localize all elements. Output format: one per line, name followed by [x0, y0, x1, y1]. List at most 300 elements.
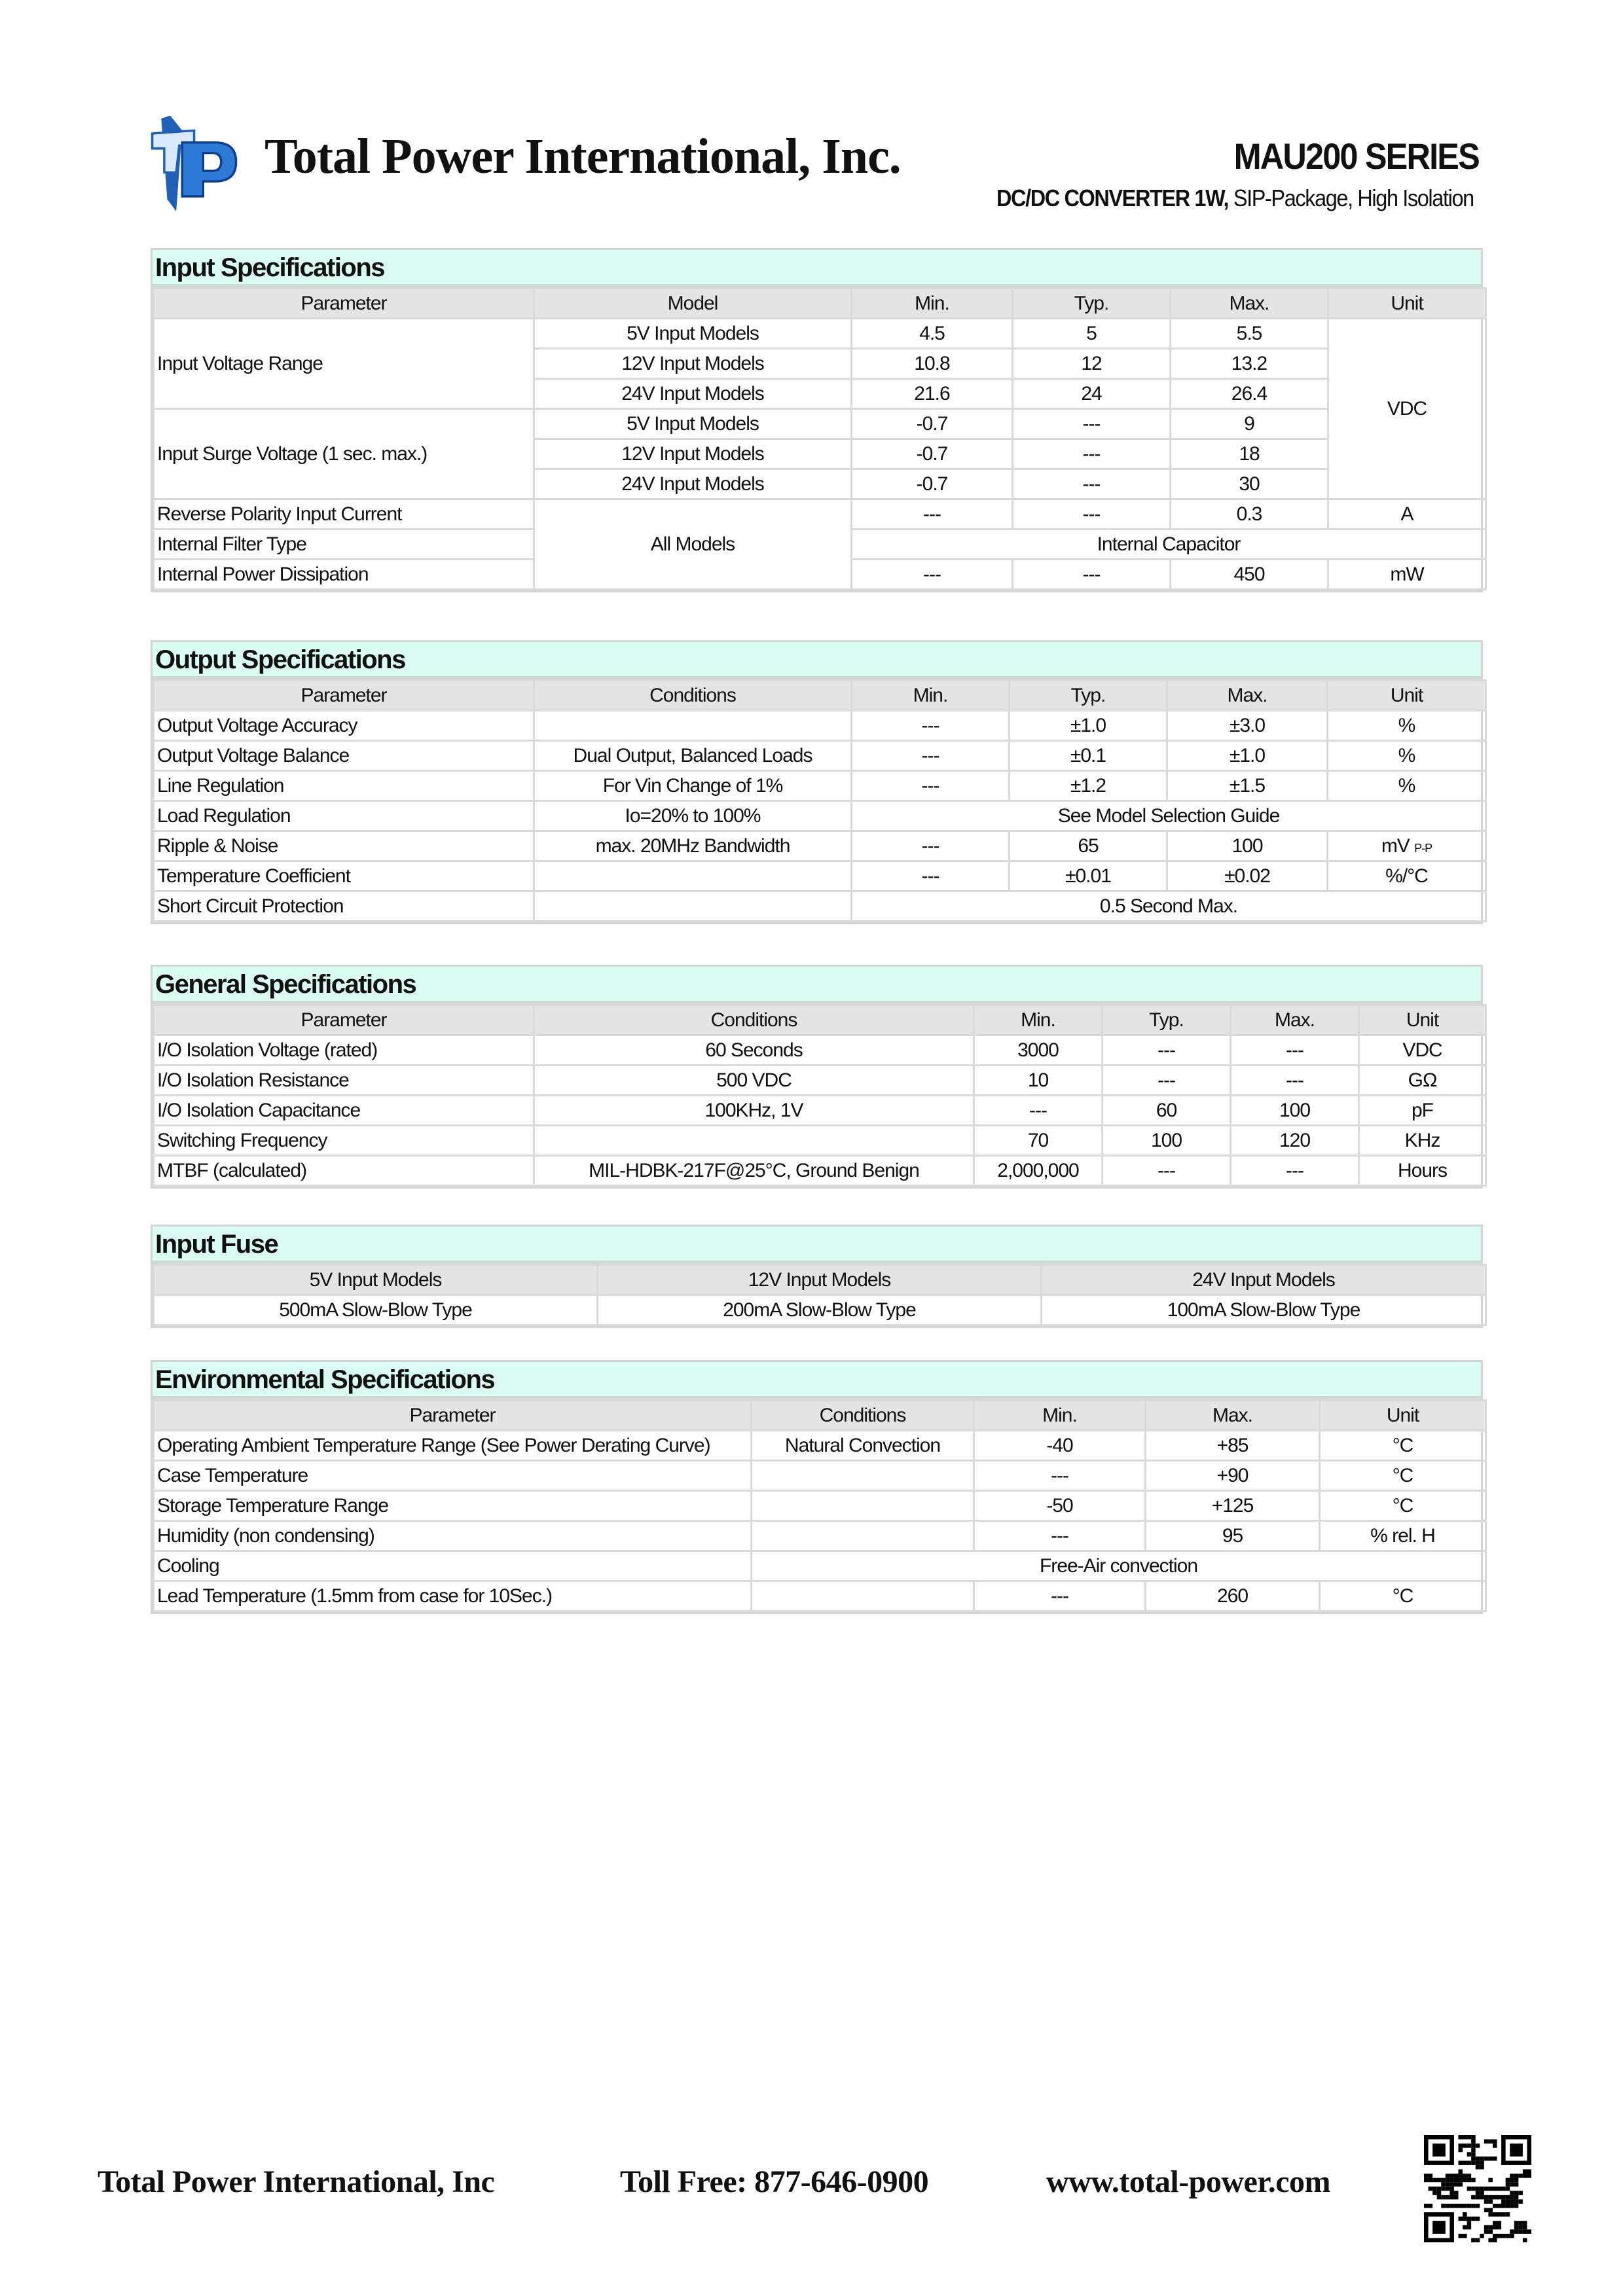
qr-module [1463, 2161, 1467, 2165]
qr-module [1518, 2199, 1523, 2204]
value-cell: % rel. H [1320, 1521, 1486, 1551]
qr-module [1488, 2229, 1493, 2234]
table-row [154, 1551, 1486, 1581]
qr-module [1488, 2208, 1493, 2213]
qr-module [1514, 2195, 1519, 2200]
qr-module [1432, 2191, 1437, 2195]
qr-module [1476, 2195, 1480, 2200]
qr-module [1467, 2152, 1472, 2157]
value-cell: +85 [1146, 1431, 1320, 1461]
qr-module [1527, 2174, 1531, 2178]
parameter-cell: Humidity (non condensing) [154, 1521, 752, 1551]
value-cell: mW [1328, 560, 1486, 590]
value-cell [534, 861, 852, 891]
parameter-cell: Load Regulation [154, 801, 534, 831]
qr-module [1471, 2144, 1476, 2148]
column-header: Unit [1328, 289, 1486, 319]
column-header: Conditions [752, 1401, 974, 1431]
section-title: Input Specifications [153, 250, 1481, 287]
qr-module [1510, 2191, 1514, 2195]
value-cell: 5V Input Models [534, 319, 852, 349]
parameter-cell: Line Regulation [154, 771, 534, 801]
qr-module [1518, 2229, 1523, 2234]
qr-module [1471, 2187, 1476, 2191]
parameter-cell: Switching Frequency [154, 1126, 534, 1156]
qr-module [1446, 2178, 1450, 2183]
parameter-cell: Lead Temperature (1.5mm from case for 10Sec.) [154, 1581, 752, 1611]
value-cell: 5V Input Models [534, 409, 852, 439]
company-name: Total Power International, Inc. [264, 129, 901, 184]
cell-text: mV [1381, 834, 1410, 857]
column-header: 12V Input Models [598, 1265, 1042, 1295]
qr-module [1501, 2234, 1506, 2238]
product-series: MAU200 SERIES [1233, 135, 1479, 177]
qr-module [1523, 2225, 1527, 2230]
qr-module [1488, 2157, 1493, 2161]
qr-module [1488, 2238, 1493, 2242]
value-cell: 100 [1103, 1126, 1231, 1156]
qr-module [1454, 2178, 1459, 2183]
qr-module [1429, 2204, 1433, 2208]
value-cell: +90 [1146, 1461, 1320, 1491]
qr-module [1493, 2187, 1497, 2191]
qr-module [1493, 2195, 1497, 2200]
qr-module [1506, 2182, 1510, 2187]
qr-module [1510, 2174, 1514, 2178]
qr-module [1480, 2161, 1484, 2165]
qr-module [1488, 2225, 1493, 2230]
qr-module [1476, 2191, 1480, 2195]
qr-module [1424, 2204, 1429, 2208]
value-cell: 100 [1231, 1096, 1359, 1126]
qr-module [1441, 2187, 1446, 2191]
value-cell: ±0.01 [1010, 861, 1167, 891]
parameter-cell: Temperature Coefficient [154, 861, 534, 891]
qr-module [1493, 2238, 1497, 2242]
section-title: Input Fuse [153, 1227, 1481, 1264]
table-row [154, 1581, 1486, 1611]
column-header: Typ. [1103, 1005, 1231, 1035]
qr-module [1476, 2187, 1480, 2191]
value-cell: VDC [1359, 1035, 1486, 1066]
qr-module [1510, 2195, 1514, 2200]
qr-module [1467, 2135, 1472, 2140]
table-row [154, 711, 1486, 741]
qr-module [1510, 2229, 1514, 2234]
value-cell [1328, 319, 1486, 499]
value-cell: °C [1320, 1461, 1486, 1491]
footer-website: www.total-power.com [1046, 2164, 1330, 2199]
qr-module [1497, 2195, 1502, 2200]
parameter-cell: Cooling [154, 1551, 752, 1581]
column-header: Parameter [154, 289, 534, 319]
qr-module [1463, 2144, 1467, 2148]
qr-module [1493, 2157, 1497, 2161]
column-header: Parameter [154, 1401, 752, 1431]
value-cell: --- [974, 1096, 1103, 1126]
parameter-cell: Internal Filter Type [154, 529, 534, 560]
value-cell: 100KHz, 1V [534, 1096, 974, 1126]
value-cell: %/°C [1328, 861, 1486, 891]
header-row [154, 1401, 1486, 1431]
header-row [154, 681, 1486, 711]
value-cell: MIL-HDBK-217F@25°C, Ground Benign [534, 1156, 974, 1186]
table-row [154, 771, 1486, 801]
qr-module [1441, 2182, 1446, 2187]
value-cell [752, 1521, 974, 1551]
parameter-cell: Case Temperature [154, 1461, 752, 1491]
qr-module [1480, 2157, 1484, 2161]
table-row [154, 891, 1486, 922]
table-row [154, 831, 1486, 861]
qr-module [1476, 2144, 1480, 2148]
qr-module [1450, 2174, 1454, 2178]
value-cell: 500mA Slow-Blow Type [154, 1295, 598, 1325]
qr-module [1432, 2144, 1446, 2157]
qr-module [1429, 2178, 1433, 2183]
table-row [154, 861, 1486, 891]
qr-module [1471, 2135, 1476, 2140]
qr-module [1488, 2178, 1493, 2183]
column-header: Typ. [1013, 289, 1171, 319]
qr-module [1493, 2221, 1497, 2225]
value-cell: 24 [1013, 379, 1171, 409]
qr-module [1510, 2199, 1514, 2204]
qr-module [1471, 2238, 1476, 2242]
qr-module [1467, 2144, 1472, 2148]
qr-module [1476, 2165, 1480, 2170]
column-header: Unit [1320, 1401, 1486, 1431]
fuse-specifications-table [151, 1225, 1483, 1328]
qr-module [1484, 2225, 1489, 2230]
qr-module [1463, 2178, 1467, 2183]
column-header: Typ. [1010, 681, 1167, 711]
value-cell: ±1.5 [1167, 771, 1328, 801]
value-cell [1328, 831, 1486, 861]
qr-module [1446, 2195, 1450, 2200]
qr-module [1471, 2157, 1476, 2161]
qr-module [1497, 2225, 1502, 2230]
value-cell: --- [852, 831, 1010, 861]
qr-module [1506, 2212, 1510, 2217]
qr-module [1497, 2212, 1502, 2217]
value-cell: 18 [1171, 439, 1328, 469]
table-row [154, 1096, 1486, 1126]
value-cell: 5 [1013, 319, 1171, 349]
qr-module [1510, 2234, 1514, 2238]
qr-module [1523, 2221, 1527, 2225]
qr-module [1458, 2161, 1463, 2165]
qr-module [1471, 2152, 1476, 2157]
qr-module [1458, 2135, 1463, 2140]
qr-module [1458, 2234, 1463, 2238]
qr-module [1523, 2169, 1527, 2174]
value-cell: 12V Input Models [534, 349, 852, 379]
qr-module [1454, 2204, 1459, 2208]
parameter-cell: Short Circuit Protection [154, 891, 534, 922]
qr-module [1458, 2174, 1463, 2178]
qr-module [1432, 2187, 1437, 2191]
qr-module [1454, 2191, 1459, 2195]
qr-module [1514, 2174, 1519, 2178]
qr-module [1476, 2217, 1480, 2221]
value-cell: GΩ [1359, 1066, 1486, 1096]
value-cell: --- [852, 560, 1013, 590]
column-header: Parameter [154, 1005, 534, 1035]
value-cell: 4.5 [852, 319, 1013, 349]
subtitle-rest: SIP-Package, High Isolation [1228, 185, 1474, 211]
parameter-cell: I/O Isolation Capacitance [154, 1096, 534, 1126]
qr-module [1446, 2204, 1450, 2208]
header-row [154, 1005, 1486, 1035]
qr-module [1432, 2178, 1437, 2183]
cell-text: See Model Selection Guide [1057, 804, 1280, 827]
qr-module [1480, 2191, 1484, 2195]
table-row [154, 1126, 1486, 1156]
column-header: 5V Input Models [154, 1265, 598, 1295]
table-row [154, 1156, 1486, 1186]
value-cell: --- [1013, 439, 1171, 469]
value-cell: 3000 [974, 1035, 1103, 1066]
value-cell: --- [1013, 560, 1171, 590]
header-row [154, 289, 1486, 319]
qr-module [1488, 2212, 1493, 2217]
footer-phone: Toll Free: 877-646-0900 [620, 2164, 929, 2199]
qr-module [1480, 2234, 1484, 2238]
qr-module [1467, 2221, 1472, 2225]
qr-module [1450, 2187, 1454, 2191]
qr-module [1467, 2178, 1472, 2183]
value-cell: % [1328, 771, 1486, 801]
input-specifications-table [151, 248, 1483, 592]
qr-module [1514, 2178, 1519, 2183]
qr-module [1458, 2217, 1463, 2221]
value-cell: ±3.0 [1167, 711, 1328, 741]
value-cell: --- [974, 1461, 1146, 1491]
qr-module [1510, 2204, 1514, 2208]
qr-module [1450, 2182, 1454, 2187]
qr-module [1476, 2161, 1480, 2165]
parameter-cell: Internal Power Dissipation [154, 560, 534, 590]
qr-module [1446, 2187, 1450, 2191]
value-cell: °C [1320, 1581, 1486, 1611]
qr-module [1471, 2195, 1476, 2200]
value-cell: max. 20MHz Bandwidth [534, 831, 852, 861]
qr-module [1458, 2148, 1463, 2153]
qr-module [1488, 2140, 1493, 2144]
qr-code [1424, 2135, 1531, 2242]
qr-module [1527, 2229, 1531, 2234]
qr-module [1480, 2195, 1484, 2200]
value-cell: --- [1231, 1035, 1359, 1066]
table-row [154, 1461, 1486, 1491]
cell-text: All Models [650, 533, 735, 555]
qr-module [1463, 2135, 1467, 2140]
parameter-cell: I/O Isolation Resistance [154, 1066, 534, 1096]
value-cell: For Vin Change of 1% [534, 771, 852, 801]
qr-module [1441, 2204, 1446, 2208]
value-cell: 13.2 [1171, 349, 1328, 379]
table-row [154, 1295, 1486, 1325]
value-cell: 260 [1146, 1581, 1320, 1611]
qr-module [1446, 2174, 1450, 2178]
qr-module [1518, 2221, 1523, 2225]
qr-module [1471, 2148, 1476, 2153]
parameter-cell: Input Voltage Range [154, 319, 534, 409]
value-cell: A [1328, 499, 1486, 529]
qr-module [1493, 2234, 1497, 2238]
table-row [154, 1521, 1486, 1551]
qr-module [1463, 2217, 1467, 2221]
value-cell [852, 891, 1486, 922]
value-cell: --- [852, 711, 1010, 741]
section-title: General Specifications [153, 967, 1481, 1004]
parameter-cell: I/O Isolation Voltage (rated) [154, 1035, 534, 1066]
qr-module [1484, 2208, 1489, 2213]
value-cell: -0.7 [852, 439, 1013, 469]
value-cell [852, 801, 1486, 831]
qr-module [1497, 2204, 1502, 2208]
product-subtitle [996, 185, 1474, 212]
output-specifications-table [151, 640, 1483, 924]
qr-module [1467, 2187, 1472, 2191]
value-cell: 500 VDC [534, 1066, 974, 1096]
qr-module [1514, 2191, 1519, 2195]
section-title: Output Specifications [153, 642, 1481, 679]
column-header: Conditions [534, 1005, 974, 1035]
value-cell: 450 [1171, 560, 1328, 590]
qr-module [1458, 2204, 1463, 2208]
header-row [154, 1265, 1486, 1295]
value-cell: --- [1103, 1035, 1231, 1066]
qr-module [1441, 2178, 1446, 2183]
column-header: Max. [1146, 1401, 1320, 1431]
table-row [154, 1431, 1486, 1461]
qr-module [1506, 2234, 1510, 2238]
qr-module [1484, 2157, 1489, 2161]
qr-module [1471, 2140, 1476, 2144]
qr-module [1463, 2234, 1467, 2238]
value-cell: ±1.0 [1010, 711, 1167, 741]
value-cell: --- [974, 1581, 1146, 1611]
qr-module [1514, 2182, 1519, 2187]
column-header: Min. [852, 289, 1013, 319]
value-cell [752, 1581, 974, 1611]
value-cell: 9 [1171, 409, 1328, 439]
table-row [154, 1035, 1486, 1066]
qr-module [1527, 2169, 1531, 2174]
column-header: Unit [1359, 1005, 1486, 1035]
parameter-cell: Operating Ambient Temperature Range (See Power Derating Curve) [154, 1431, 752, 1461]
cell-text: Free-Air convection [1039, 1554, 1198, 1577]
parameter-cell: MTBF (calculated) [154, 1156, 534, 1186]
value-cell [852, 529, 1486, 560]
qr-module [1501, 2187, 1506, 2191]
value-cell: °C [1320, 1491, 1486, 1521]
qr-module [1506, 2204, 1510, 2208]
qr-module [1488, 2199, 1493, 2204]
value-cell: 70 [974, 1126, 1103, 1156]
qr-module [1476, 2157, 1480, 2161]
qr-module [1501, 2199, 1506, 2204]
value-cell: °C [1320, 1431, 1486, 1461]
qr-module [1458, 2169, 1463, 2174]
value-cell: 10 [974, 1066, 1103, 1096]
qr-module [1514, 2204, 1519, 2208]
column-header: 24V Input Models [1042, 1265, 1486, 1295]
value-cell: 100mA Slow-Blow Type [1042, 1295, 1486, 1325]
value-cell: 2,000,000 [974, 1156, 1103, 1186]
column-header: Min. [852, 681, 1010, 711]
qr-module [1424, 2178, 1429, 2183]
qr-module [1463, 2174, 1467, 2178]
column-header: Min. [974, 1401, 1146, 1431]
value-cell: 30 [1171, 469, 1328, 499]
table-row [154, 1066, 1486, 1096]
value-cell [752, 1491, 974, 1521]
qr-module [1450, 2191, 1454, 2195]
qr-module [1506, 2199, 1510, 2204]
value-cell: -0.7 [852, 409, 1013, 439]
value-cell: 100 [1167, 831, 1328, 861]
table-row [154, 1491, 1486, 1521]
footer-company: Total Power International, Inc [98, 2164, 495, 2199]
qr-module [1484, 2140, 1489, 2144]
value-cell: --- [852, 771, 1010, 801]
qr-module [1429, 2174, 1433, 2178]
qr-module [1493, 2144, 1497, 2148]
qr-module [1497, 2234, 1502, 2238]
qr-module [1463, 2212, 1467, 2217]
qr-module [1514, 2225, 1519, 2230]
value-cell: --- [1103, 1066, 1231, 1096]
value-cell: pF [1359, 1096, 1486, 1126]
value-cell: ±0.02 [1167, 861, 1328, 891]
qr-module [1471, 2178, 1476, 2183]
table-row [154, 499, 1486, 529]
value-cell [752, 1551, 1486, 1581]
qr-module [1471, 2217, 1476, 2221]
value-cell [534, 891, 852, 922]
value-cell: % [1328, 741, 1486, 771]
qr-module [1432, 2221, 1446, 2234]
qr-module [1437, 2191, 1442, 2195]
value-cell: 5.5 [1171, 319, 1328, 349]
qr-module [1467, 2225, 1472, 2230]
parameter-cell: Output Voltage Accuracy [154, 711, 534, 741]
qr-module [1467, 2174, 1472, 2178]
value-cell: 60 [1103, 1096, 1231, 1126]
qr-module [1480, 2187, 1484, 2191]
qr-module [1484, 2187, 1489, 2191]
value-cell: --- [1013, 499, 1171, 529]
qr-module [1484, 2199, 1489, 2204]
column-header: Conditions [534, 681, 852, 711]
value-cell: 26.4 [1171, 379, 1328, 409]
value-cell: 10.8 [852, 349, 1013, 379]
value-cell: --- [1231, 1066, 1359, 1096]
qr-module [1476, 2238, 1480, 2242]
value-cell: --- [974, 1521, 1146, 1551]
qr-module [1458, 2144, 1463, 2148]
column-header: Parameter [154, 681, 534, 711]
value-cell: 60 Seconds [534, 1035, 974, 1066]
value-cell: --- [852, 499, 1013, 529]
qr-module [1463, 2204, 1467, 2208]
qr-module [1458, 2182, 1463, 2187]
column-header: Unit [1328, 681, 1486, 711]
table-row [154, 741, 1486, 771]
